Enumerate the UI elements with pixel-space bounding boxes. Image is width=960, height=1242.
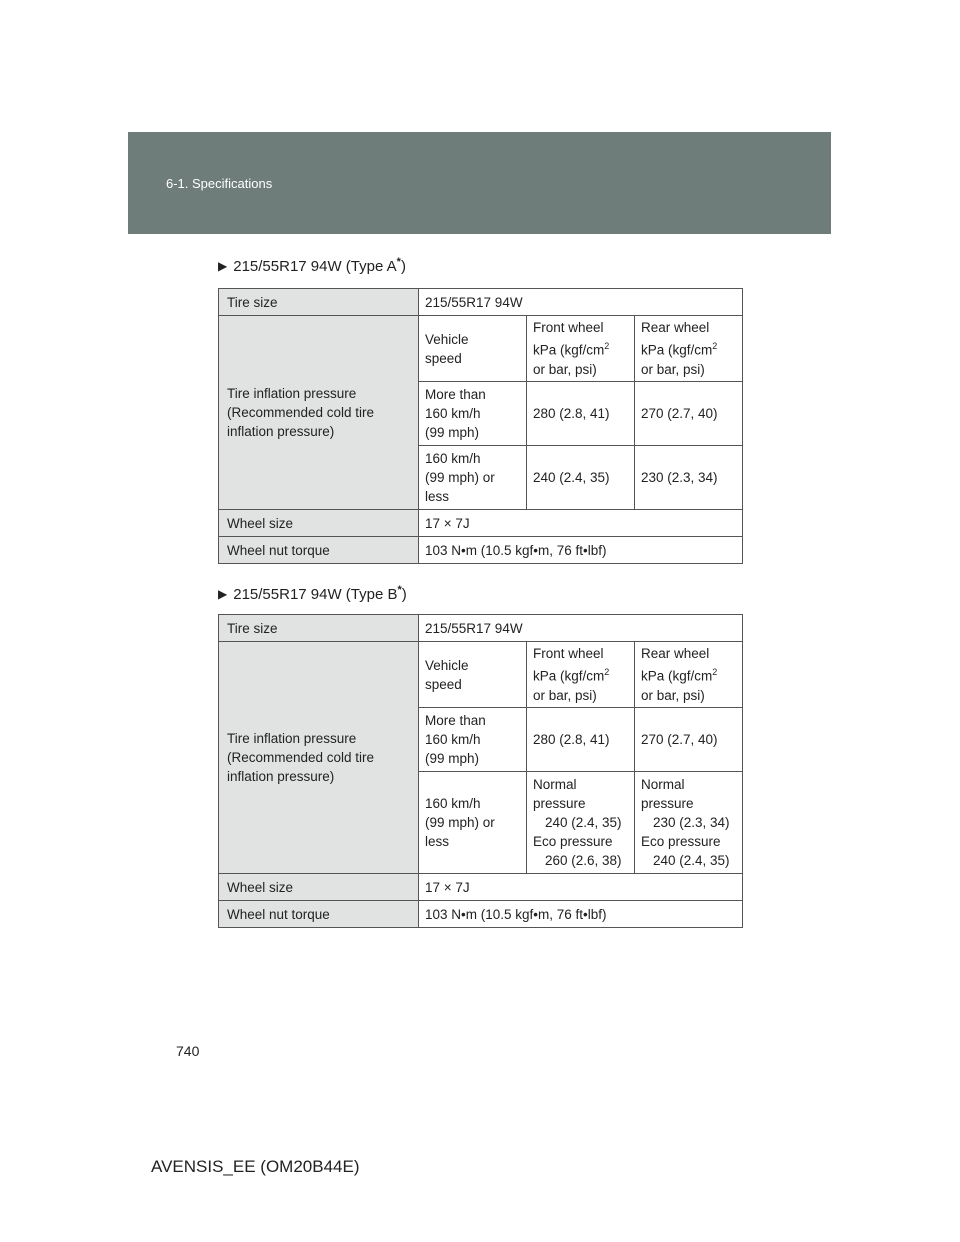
rear-pressure-high-speed: 270 (2.7, 40)	[635, 382, 743, 446]
header-band	[128, 132, 831, 234]
rear-pressure-low-speed: 230 (2.3, 34)	[635, 446, 743, 510]
table-row	[219, 874, 743, 901]
vehicle-speed-header: Vehicle speed	[419, 642, 527, 708]
tire-size-label: Tire size	[219, 289, 419, 316]
table-row	[219, 615, 743, 642]
rear-pressure-low-speed: Normal pressure 230 (2.3, 34) Eco pressure 240 (2.4, 35)	[635, 772, 743, 874]
tire-spec-table-a	[218, 288, 743, 564]
front-wheel-header: Front wheel kPa ($kgf/cm^2$ or bar, psi)	[527, 642, 635, 708]
table-row	[219, 316, 743, 382]
tire-size-value: 215/55R17 94W	[419, 289, 743, 316]
wheel-size-label: Wheel size	[219, 874, 419, 901]
table-a-heading: ▶ 215/55R17 94W (Type A*)	[218, 256, 406, 275]
front-pressure-low-speed: 240 (2.4, 35)	[527, 446, 635, 510]
front-pressure-high-speed: 280 (2.8, 41)	[527, 382, 635, 446]
front-wheel-header: Front wheel kPa ($kgf/cm^2$ or bar, psi)	[527, 316, 635, 382]
tire-spec-table-b	[218, 614, 743, 928]
tire-size-label: Tire size	[219, 615, 419, 642]
page-number: 740	[176, 1043, 200, 1059]
wheel-nut-torque-value: 103 N•m (10.5 kgf•m, 76 ft•lbf)	[419, 537, 743, 564]
section-title: 6-1. Specifications	[166, 176, 273, 191]
tire-size-value: 215/55R17 94W	[419, 615, 743, 642]
front-pressure-high-speed: 280 (2.8, 41)	[527, 708, 635, 772]
speed-160-or-less: 160 km/h (99 mph) or less	[419, 446, 527, 510]
wheel-nut-torque-label: Wheel nut torque	[219, 901, 419, 928]
wheel-nut-torque-value: 103 N•m (10.5 kgf•m, 76 ft•lbf)	[419, 901, 743, 928]
table-row	[219, 289, 743, 316]
vehicle-speed-header: Vehicle speed	[419, 316, 527, 382]
wheel-size-value: 17 × 7J	[419, 510, 743, 537]
inflation-pressure-label: Tire inflation pressure (Recommended cold tire inflation pressure)	[219, 642, 419, 874]
footer-code: AVENSIS_EE (OM20B44E)	[151, 1157, 360, 1176]
table-row	[219, 537, 743, 564]
wheel-nut-torque-label: Wheel nut torque	[219, 537, 419, 564]
wheel-size-label: Wheel size	[219, 510, 419, 537]
speed-over-160: More than 160 km/h (99 mph)	[419, 708, 527, 772]
speed-160-or-less: 160 km/h (99 mph) or less	[419, 772, 527, 874]
arrow-right-icon: ▶	[218, 587, 228, 601]
arrow-right-icon: ▶	[218, 259, 228, 273]
inflation-pressure-label: Tire inflation pressure (Recommended cold tire inflation pressure)	[219, 316, 419, 510]
table-row	[219, 642, 743, 708]
rear-wheel-header: Rear wheel kPa ($kgf/cm^2$ or bar, psi)	[635, 642, 743, 708]
front-pressure-low-speed: Normal pressure 240 (2.4, 35) Eco pressure 260 (2.6, 38)	[527, 772, 635, 874]
rear-pressure-high-speed: 270 (2.7, 40)	[635, 708, 743, 772]
wheel-size-value: 17 × 7J	[419, 874, 743, 901]
table-b-heading: ▶ 215/55R17 94W (Type B*)	[218, 584, 407, 603]
table-row	[219, 901, 743, 928]
speed-over-160: More than 160 km/h (99 mph)	[419, 382, 527, 446]
rear-wheel-header: Rear wheel kPa ($kgf/cm^2$ or bar, psi)	[635, 316, 743, 382]
table-row	[219, 510, 743, 537]
